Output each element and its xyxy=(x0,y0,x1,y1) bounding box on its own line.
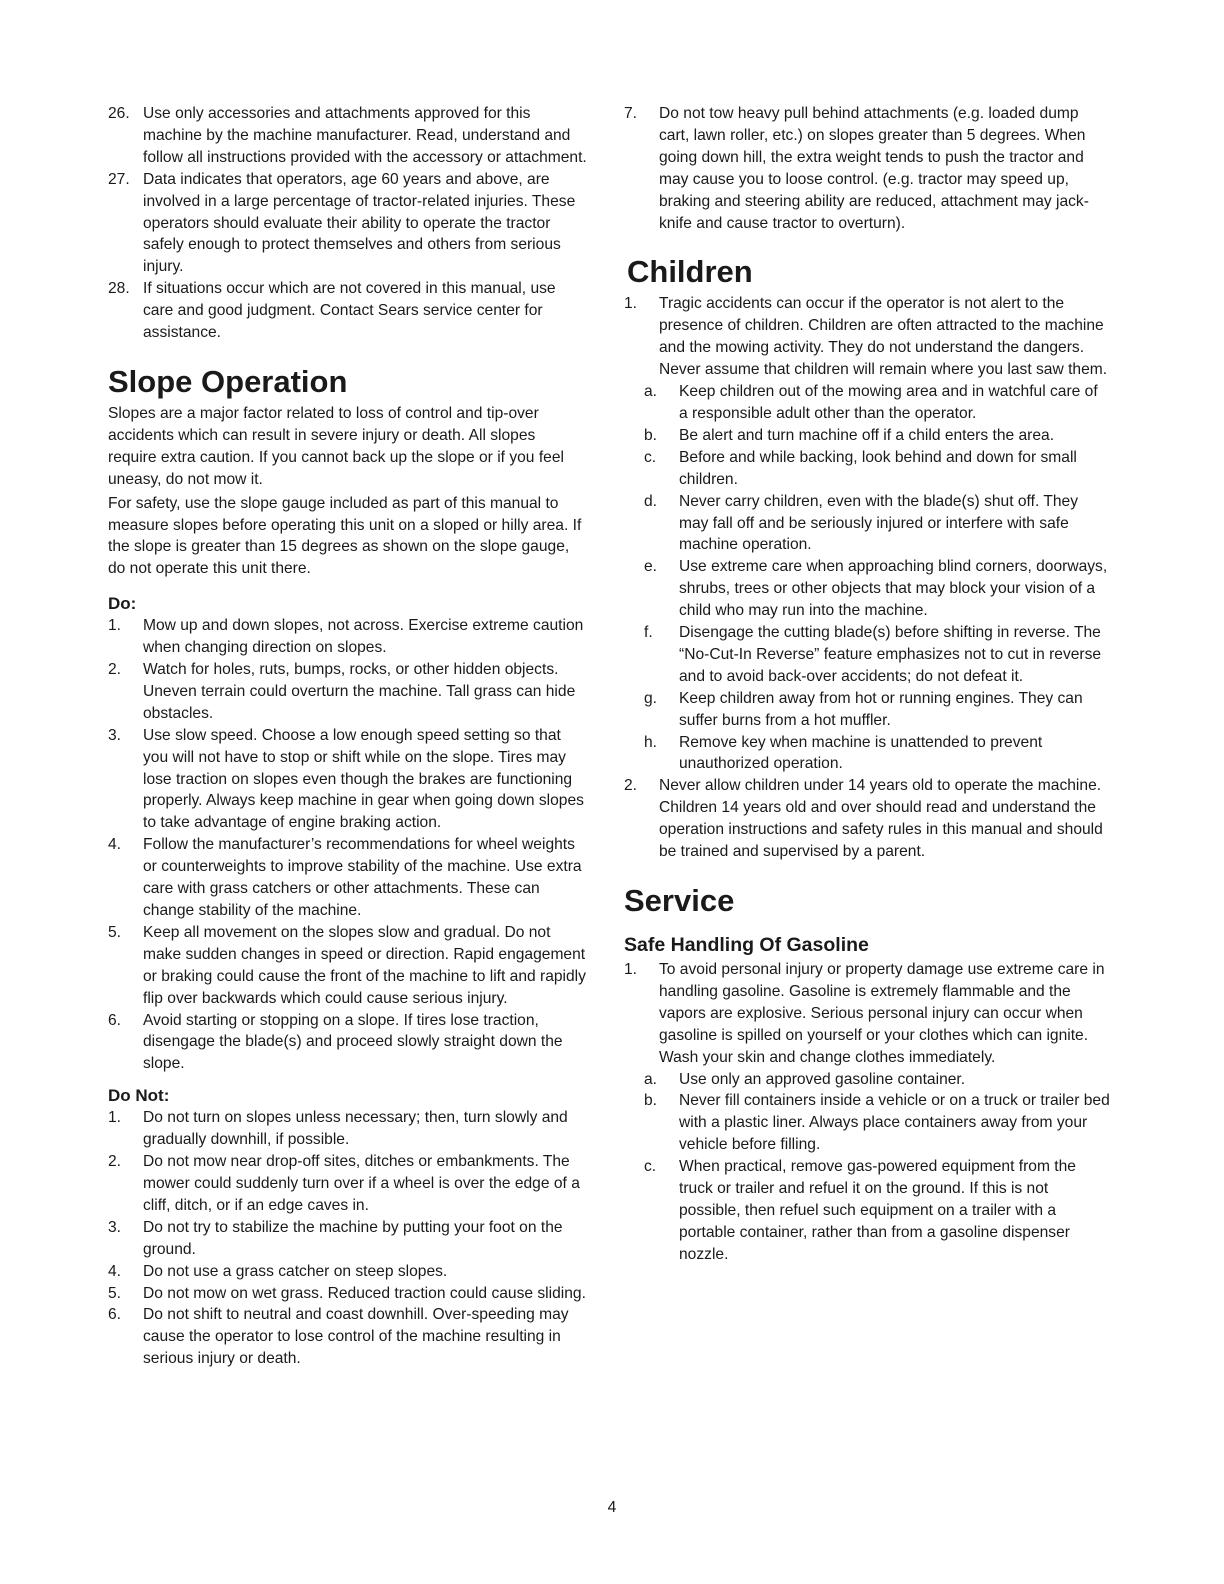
list-item xyxy=(624,293,1110,381)
item-text: Use only accessories and attachments approved for this machine by the machine manufacturer. Read, understand and follow all instructions provided with the accessory or attachment. xyxy=(143,105,587,166)
item-number: 5. xyxy=(108,923,122,941)
item-text: Tragic accidents can occur if the operator is not alert to the presence of children. Children are often attracted to the machine and the mowing activity. They do not understand the dangers. Never assume that children will remain where you last saw them. xyxy=(659,295,1108,379)
list-item xyxy=(624,491,1110,557)
list-item xyxy=(108,1283,588,1305)
slope-intro-paragraph: Slopes are a major factor related to loss of control and tip-over accidents which can result in severe injury or death. All slopes require extra caution. If you cannot back up the slope or if you feel uneasy, do not mow it. xyxy=(108,404,564,488)
page-number: 4 xyxy=(607,1499,617,1516)
item-number: 6. xyxy=(108,1011,122,1029)
list-item xyxy=(108,834,588,922)
list-item xyxy=(624,1090,1110,1156)
item-letter: b. xyxy=(644,1092,658,1110)
item-text: Keep children away from hot or running engines. They can suffer burns from a hot muffler. xyxy=(679,689,1083,729)
item-text: Watch for holes, ruts, bumps, rocks, or other hidden objects. Uneven terrain could overturn the machine. Tall grass can hide obstacles. xyxy=(143,661,576,722)
item-letter: h. xyxy=(644,733,658,751)
item-number: 4. xyxy=(108,836,122,854)
slope-operation-heading: Slope Operation xyxy=(108,363,348,399)
item-letter: e. xyxy=(644,558,658,576)
list-item xyxy=(624,447,1110,491)
list-item xyxy=(108,1217,588,1261)
item-text: Use slow speed. Choose a low enough speed setting so that you will not have to stop or shift while on the slope. Tires may lose traction on slopes even though the brakes are functioning properly. Always keep machine in gear when going down slopes to take advantage of engine braking action. xyxy=(143,726,584,832)
list-item xyxy=(108,169,588,279)
do-not-list xyxy=(108,1107,588,1370)
item-text: Never carry children, even with the blade(s) shut off. They may fall off and be seriously injured or interfere with safe machine operation. xyxy=(679,492,1078,554)
item-letter: c. xyxy=(644,448,657,466)
item-number: 3. xyxy=(108,1218,122,1236)
item-number: 1. xyxy=(108,1109,122,1127)
item-text: To avoid personal injury or property damage use extreme care in handling gasoline. Gasoline is extremely flammable and the vapors are explosive. Serious personal injury can occur when gasoline is spilled on yourself or your clothes which can ignite. Wash your skin and change clothes immediately. xyxy=(659,961,1105,1066)
item-text: Do not try to stabilize the machine by putting your foot on the ground. xyxy=(143,1218,563,1258)
item-letter: a. xyxy=(644,1070,658,1088)
item-number: 4. xyxy=(108,1262,122,1280)
slope-gauge-paragraph: For safety, use the slope gauge included as part of this manual to measure slopes before operating this unit on a sloped or hilly area. If the slope is greater than 15 degrees as shown on the slope gauge, do not operate this unit there. xyxy=(108,494,582,578)
list-item xyxy=(108,922,588,1010)
intro-list xyxy=(108,103,588,344)
item-text: Never fill containers inside a vehicle or on a truck or trailer bed with a plastic liner. Always place containers away from your vehicle before filling. xyxy=(679,1092,1110,1154)
item-number: 2. xyxy=(108,661,122,679)
item-number: 3. xyxy=(108,726,122,744)
item-text: Keep children out of the mowing area and in watchful care of a responsible adult other than the operator. xyxy=(679,383,1098,422)
list-item xyxy=(624,732,1110,776)
list-item xyxy=(624,1156,1110,1266)
item-text: Use only an approved gasoline container. xyxy=(679,1070,966,1088)
item-text: Follow the manufacturer’s recommendations for wheel weights or counterweights to improve stability of the machine. Use extra care with grass catchers or other attachments. These can change stability of the machine. xyxy=(143,836,582,919)
do-heading: Do: xyxy=(108,594,137,614)
item-text: Before and while backing, look behind and down for small children. xyxy=(679,448,1077,488)
do-list xyxy=(108,615,588,1075)
item-text: Do not turn on slopes unless necessary; then, turn slowly and gradually downhill, if possible. xyxy=(143,1109,568,1149)
children-list-continued xyxy=(624,775,1110,863)
list-item xyxy=(624,556,1110,622)
list-item xyxy=(108,1010,588,1076)
item-text: Remove key when machine is unattended to prevent unauthorized operation. xyxy=(679,733,1043,773)
item-text: Data indicates that operators, age 60 years and above, are involved in a large percentage of tractor-related injuries. These operators should evaluate their ability to operate the tractor safely enough to protect themselves and others from serious injury. xyxy=(143,170,576,276)
item-text: Be alert and turn machine off if a child enters the area. xyxy=(679,426,1055,444)
list-item xyxy=(108,103,588,169)
do-not-heading: Do Not: xyxy=(108,1086,170,1106)
children-sublist xyxy=(624,381,1110,775)
children-heading: Children xyxy=(627,254,753,290)
item-text: Do not use a grass catcher on steep slopes. xyxy=(143,1262,448,1280)
item-number: 7. xyxy=(624,105,638,122)
list-item xyxy=(108,1151,588,1217)
item-text: If situations occur which are not covered in this manual, use care and good judgment. Contact Sears service center for assistance. xyxy=(143,280,556,342)
item-text: Disengage the cutting blade(s) before shifting in reverse. The “No-Cut-In Reverse” feature emphasizes not to cut in reverse and to avoid back-over accidents; do not defeat it. xyxy=(679,624,1102,685)
item-text: Use extreme care when approaching blind corners, doorways, shrubs, trees or other objects that may block your vision of a child who may run into the machine. xyxy=(679,558,1108,620)
item-letter: c. xyxy=(644,1158,657,1176)
item-number: 5. xyxy=(108,1284,122,1302)
item-letter: b. xyxy=(644,426,658,444)
left-column xyxy=(108,103,588,1370)
list-item xyxy=(108,725,588,835)
gasoline-subheading: Safe Handling Of Gasoline xyxy=(624,934,869,956)
list-item xyxy=(108,615,588,659)
list-item xyxy=(108,1261,588,1283)
list-item xyxy=(108,659,588,725)
children-list xyxy=(624,293,1110,381)
item-number: 1. xyxy=(624,961,638,978)
item-letter: a. xyxy=(644,383,658,401)
item-text: Mow up and down slopes, not across. Exercise extreme caution when changing direction on slopes. xyxy=(143,617,584,657)
item-text: Do not mow near drop-off sites, ditches or embankments. The mower could suddenly turn over if a wheel is over the edge of a cliff, ditch, or if an edge caves in. xyxy=(143,1153,580,1214)
item-number: 26. xyxy=(108,105,130,122)
list-item xyxy=(624,775,1110,863)
list-item xyxy=(624,959,1110,1069)
item-letter: f. xyxy=(644,624,653,642)
item-text: Never allow children under 14 years old to operate the machine. Children 14 years old and over should read and understand the operation instructions and safety rules in this manual and should be trained and supervised by a parent. xyxy=(659,777,1103,861)
right-column xyxy=(624,103,1110,1266)
list-item xyxy=(624,425,1110,447)
list-item xyxy=(624,1069,1110,1091)
service-heading: Service xyxy=(624,883,735,918)
item-number: 2. xyxy=(624,777,638,795)
list-item xyxy=(624,622,1110,688)
list-item xyxy=(108,278,588,344)
gasoline-sublist xyxy=(624,1069,1110,1266)
list-item xyxy=(108,1304,588,1370)
item-letter: d. xyxy=(644,492,658,510)
item-number: 1. xyxy=(624,295,638,313)
item-number: 2. xyxy=(108,1153,122,1171)
list-item xyxy=(624,103,1110,234)
item-number: 27. xyxy=(108,170,130,188)
item-text: Avoid starting or stopping on a slope. If tires lose traction, disengage the blade(s) and proceed slowly straight down the slope. xyxy=(143,1011,563,1073)
item-text: Keep all movement on the slopes slow and gradual. Do not make sudden changes in speed or direction. Rapid engagement or braking could cause the front of the machine to lift and rapidly flip over backwards which could cause serious injury. xyxy=(143,923,586,1007)
list-item xyxy=(624,381,1110,425)
item-text: Do not mow on wet grass. Reduced traction could cause sliding. xyxy=(143,1284,586,1302)
item-text: When practical, remove gas-powered equipment from the truck or trailer and refuel it on the ground. If this is not possible, then refuel such equipment on a trailer with a portable container, rather than from a gasoline dispenser nozzle. xyxy=(679,1158,1076,1263)
list-item xyxy=(108,1107,588,1151)
item-number: 28. xyxy=(108,280,130,298)
list-item xyxy=(624,688,1110,732)
gasoline-list xyxy=(624,959,1110,1069)
item-text: Do not shift to neutral and coast downhill. Over-speeding may cause the operator to lose control of the machine resulting in serious injury or death. xyxy=(143,1306,569,1368)
item-letter: g. xyxy=(644,689,658,707)
item-number: 6. xyxy=(108,1306,122,1324)
tow-list xyxy=(624,103,1110,234)
item-number: 1. xyxy=(108,617,122,635)
item-text: Do not tow heavy pull behind attachments (e.g. loaded dump cart, lawn roller, etc.) on slopes greater than 5 degrees. When going down hill, the extra weight tends to push the tractor and may cause you to loose control. (e.g. tractor may speed up, braking and steering ability are reduced, attachment may jack-knife and cause tractor to overturn). xyxy=(659,105,1089,232)
